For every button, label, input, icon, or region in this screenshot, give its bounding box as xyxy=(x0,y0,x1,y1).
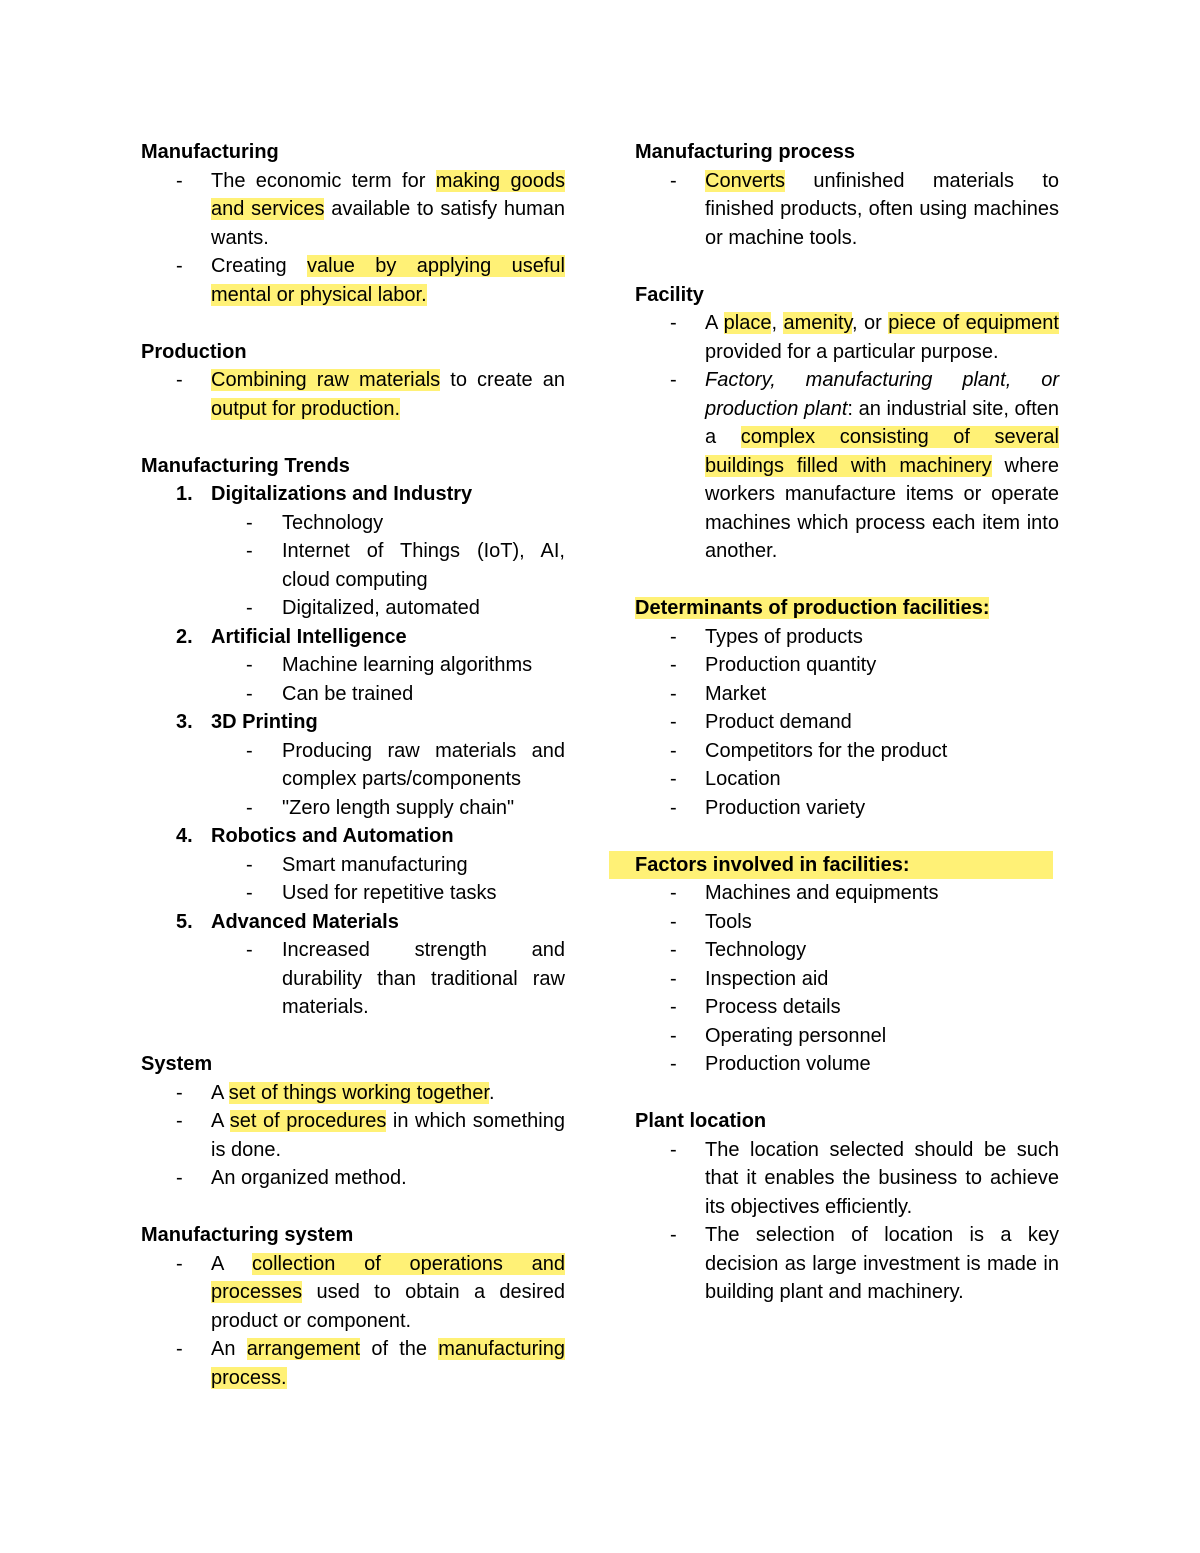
factors-list xyxy=(635,879,1059,1079)
list-item: - A collection of operations and processes used to obtain a desired product or component. xyxy=(141,1250,565,1336)
list-item: - Tools xyxy=(635,908,1059,937)
facility-list xyxy=(635,309,1059,566)
italic-text: Factory, manufacturing plant, or production plant xyxy=(705,369,1059,420)
list-item: - Product demand xyxy=(635,708,1059,737)
list-item: - Can be trained xyxy=(211,680,565,709)
highlighted-text: place xyxy=(723,312,772,334)
list-item: - Smart manufacturing xyxy=(211,851,565,880)
list-item: - An arrangement of the manufacturing process. xyxy=(141,1335,565,1392)
system-heading: System xyxy=(141,1053,213,1075)
list-item: - Production volume xyxy=(635,1050,1059,1079)
highlighted-text: complex consisting of several buildings filled with machinery xyxy=(705,426,1059,477)
highlighted-text: arrangement xyxy=(246,1338,361,1360)
highlighted-text: set of things working together xyxy=(228,1081,489,1104)
trends-heading: Manufacturing Trends xyxy=(141,454,350,477)
highlighted-text: set of procedures xyxy=(229,1110,387,1132)
trend-title: Artificial Intelligence xyxy=(211,625,407,648)
trend-item: 3. 3D Printing - Producing raw materials and complex parts/components - "Zero length supply chain" xyxy=(141,708,565,822)
list-item: - A place, amenity, or piece of equipment provided for a particular purpose. xyxy=(635,309,1059,366)
list-item: - Technology xyxy=(211,509,565,538)
system-list xyxy=(141,1079,565,1193)
list-item: - Market xyxy=(635,680,1059,709)
list-item: - Used for repetitive tasks xyxy=(211,879,565,908)
facility-heading: Facility xyxy=(635,283,704,306)
list-item: - Converts unfinished materials to finished products, often using machines or machine tools. xyxy=(635,167,1059,253)
list-item: - Producing raw materials and complex parts/components xyxy=(211,737,565,794)
trend-title: 3D Printing xyxy=(211,711,318,733)
highlighted-text: amenity xyxy=(783,312,853,334)
list-item: - Creating value by applying useful mental or physical labor. xyxy=(141,252,565,309)
list-item: - An organized method. xyxy=(141,1164,565,1193)
determinants-list xyxy=(635,623,1059,823)
list-item: - Digitalized, automated xyxy=(211,594,565,623)
list-item: - Competitors for the product xyxy=(635,737,1059,766)
determinants-heading: Determinants of production facilities: xyxy=(635,597,990,619)
list-item: - Combining raw materials to create an output for production. xyxy=(141,366,565,423)
production-heading: Production xyxy=(141,340,247,363)
left-column xyxy=(141,138,565,1392)
list-item: - Inspection aid xyxy=(635,965,1059,994)
highlighted-text: output for production. xyxy=(211,397,401,420)
list-item: - A set of procedures in which something is done. xyxy=(141,1107,565,1164)
trends-list xyxy=(141,480,565,1022)
list-item: - The selection of location is a key decision as large investment is made in building plant and machinery. xyxy=(635,1221,1059,1307)
list-item: - Increased strength and durability than traditional raw materials. xyxy=(211,936,565,1022)
list-item: - The location selected should be such that it enables the business to achieve its objectives efficiently. xyxy=(635,1136,1059,1222)
manufacturing-system-heading: Manufacturing system xyxy=(141,1224,354,1246)
production-list xyxy=(141,366,565,423)
highlighted-text: Combining raw materials xyxy=(211,369,441,391)
manufacturing-process-heading: Manufacturing process xyxy=(635,141,856,163)
list-item: - Types of products xyxy=(635,623,1059,652)
highlighted-text: piece of equipment xyxy=(888,312,1059,334)
highlighted-text: value by applying useful mental or physical labor. xyxy=(211,255,565,306)
factors-heading: Factors involved in facilities: xyxy=(609,851,1053,880)
list-item: - Production variety xyxy=(635,794,1059,823)
list-item: - A set of things working together. xyxy=(141,1079,565,1108)
list-item: - Production quantity xyxy=(635,651,1059,680)
list-item: - The economic term for making goods and services available to satisfy human wants. xyxy=(141,167,565,253)
list-item: - Operating personnel xyxy=(635,1022,1059,1051)
list-item: - Machine learning algorithms xyxy=(211,651,565,680)
list-item: - Technology xyxy=(635,936,1059,965)
plant-location-heading: Plant location xyxy=(635,1110,767,1132)
list-item: - "Zero length supply chain" xyxy=(211,794,565,823)
highlighted-text: making goods and services xyxy=(211,169,565,220)
list-item: - Factory, manufacturing plant, or production plant: an industrial site, often a complex consisting of several buildings filled with machinery where workers manufacture items or operate machines which process each item into another. xyxy=(635,366,1059,566)
trend-title: Digitalizations and Industry xyxy=(211,483,473,505)
trend-title: Robotics and Automation xyxy=(211,825,454,847)
manufacturing-list xyxy=(141,167,565,310)
trend-title: Advanced Materials xyxy=(211,910,399,933)
manufacturing-process-list xyxy=(635,167,1059,253)
trend-item: 2. Artificial Intelligence - Machine learning algorithms - Can be trained xyxy=(141,623,565,709)
list-item: - Location xyxy=(635,765,1059,794)
highlighted-text: collection of operations and processes xyxy=(211,1252,565,1303)
trend-item: 4. Robotics and Automation - Smart manufacturing - Used for repetitive tasks xyxy=(141,822,565,908)
highlighted-text: manufacturing process. xyxy=(211,1338,565,1389)
trend-item: 5. Advanced Materials - Increased strength and durability than traditional raw materials. xyxy=(141,908,565,1022)
highlighted-text: Converts xyxy=(705,169,786,192)
plant-location-list xyxy=(635,1136,1059,1307)
manufacturing-system-list xyxy=(141,1250,565,1393)
list-item: - Internet of Things (IoT), AI, cloud computing xyxy=(211,537,565,594)
trend-item: 1. Digitalizations and Industry - Technology - Internet of Things (IoT), AI, cloud computing - Digitalized, automated xyxy=(141,480,565,623)
list-item: - Process details xyxy=(635,993,1059,1022)
right-column xyxy=(635,138,1059,1307)
list-item: - Machines and equipments xyxy=(635,879,1059,908)
manufacturing-heading: Manufacturing xyxy=(141,141,279,163)
